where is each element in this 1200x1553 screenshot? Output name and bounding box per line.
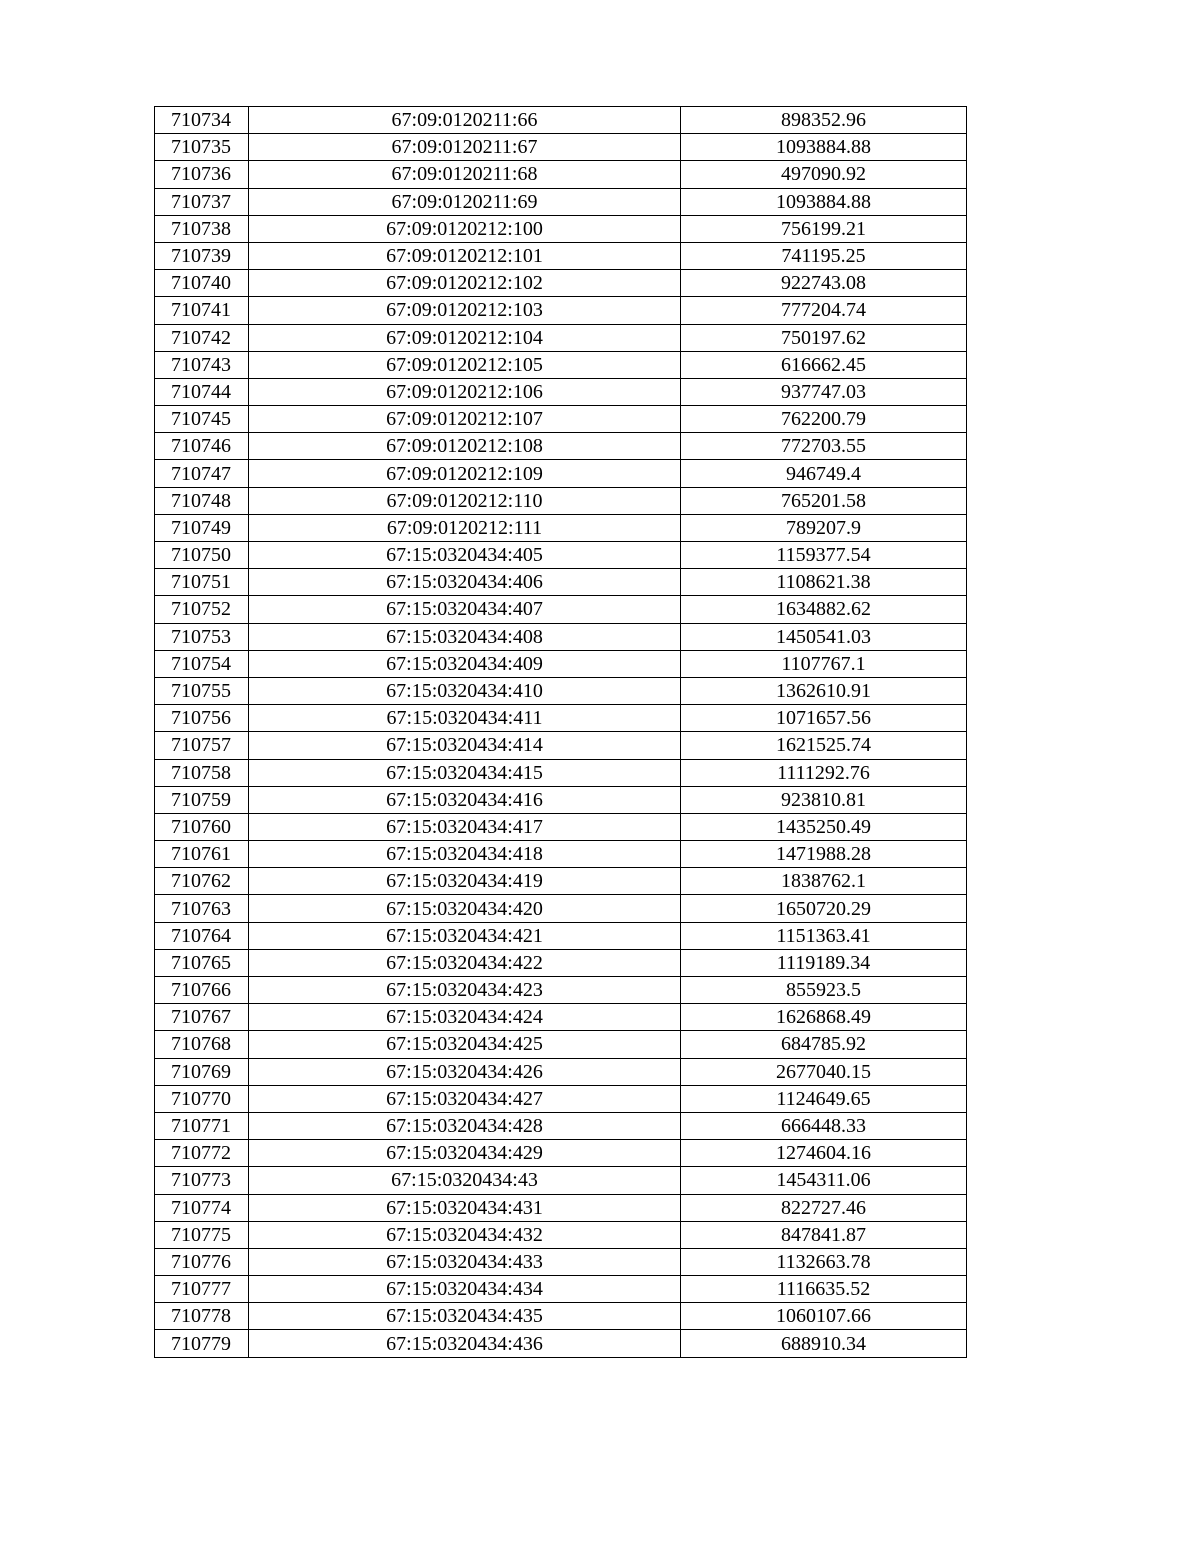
cadastral-value-cell: 822727.46 [681,1194,967,1221]
cadastral-value-cell: 688910.34 [681,1330,967,1357]
cadastral-number-cell: 67:15:0320434:405 [249,542,681,569]
cadastral-value-cell: 1471988.28 [681,841,967,868]
cadastral-number-cell: 67:15:0320434:435 [249,1303,681,1330]
cadastral-number-cell: 67:15:0320434:433 [249,1248,681,1275]
table-row [155,623,967,650]
row-id-cell: 710743 [155,351,249,378]
table-row [155,1221,967,1248]
cadastral-number-cell: 67:15:0320434:417 [249,813,681,840]
table-row [155,1167,967,1194]
cadastral-value-cell: 1093884.88 [681,188,967,215]
row-id-cell: 710763 [155,895,249,922]
cadastral-number-cell: 67:15:0320434:423 [249,977,681,1004]
cadastral-number-cell: 67:15:0320434:415 [249,759,681,786]
row-id-cell: 710769 [155,1058,249,1085]
cadastral-value-cell: 777204.74 [681,297,967,324]
table-row [155,1194,967,1221]
cadastral-value-cell: 847841.87 [681,1221,967,1248]
table-row [155,433,967,460]
table-row [155,813,967,840]
table-row [155,134,967,161]
table-row [155,1330,967,1357]
cadastral-number-cell: 67:09:0120212:110 [249,487,681,514]
row-id-cell: 710758 [155,759,249,786]
cadastral-value-cell: 2677040.15 [681,1058,967,1085]
table-row [155,841,967,868]
cadastral-value-cell: 1650720.29 [681,895,967,922]
table-row [155,324,967,351]
table-body [155,107,967,1358]
table-row [155,949,967,976]
cadastral-number-cell: 67:09:0120211:69 [249,188,681,215]
row-id-cell: 710762 [155,868,249,895]
table-row [155,1303,967,1330]
cadastral-number-cell: 67:09:0120212:104 [249,324,681,351]
cadastral-value-cell: 684785.92 [681,1031,967,1058]
cadastral-value-cell: 666448.33 [681,1112,967,1139]
row-id-cell: 710764 [155,922,249,949]
table-row [155,1004,967,1031]
cadastral-number-cell: 67:15:0320434:418 [249,841,681,868]
row-id-cell: 710746 [155,433,249,460]
cadastral-number-cell: 67:15:0320434:424 [249,1004,681,1031]
cadastral-value-cell: 923810.81 [681,786,967,813]
row-id-cell: 710778 [155,1303,249,1330]
cadastral-value-cell: 1060107.66 [681,1303,967,1330]
table-row [155,650,967,677]
row-id-cell: 710736 [155,161,249,188]
row-id-cell: 710766 [155,977,249,1004]
cadastral-value-cell: 1362610.91 [681,677,967,704]
cadastral-value-cell: 1132663.78 [681,1248,967,1275]
cadastral-value-cell: 1626868.49 [681,1004,967,1031]
cadastral-value-cell: 922743.08 [681,270,967,297]
row-id-cell: 710771 [155,1112,249,1139]
cadastral-value-cell: 1274604.16 [681,1140,967,1167]
cadastral-number-cell: 67:15:0320434:408 [249,623,681,650]
table-row [155,297,967,324]
cadastral-value-cell: 1450541.03 [681,623,967,650]
cadastral-number-cell: 67:15:0320434:427 [249,1085,681,1112]
cadastral-value-cell: 1435250.49 [681,813,967,840]
cadastral-number-cell: 67:15:0320434:406 [249,569,681,596]
row-id-cell: 710765 [155,949,249,976]
row-id-cell: 710737 [155,188,249,215]
cadastral-value-cell: 1093884.88 [681,134,967,161]
table-row [155,188,967,215]
table-row [155,1248,967,1275]
table-row [155,922,967,949]
cadastral-number-cell: 67:09:0120212:106 [249,378,681,405]
row-id-cell: 710760 [155,813,249,840]
row-id-cell: 710750 [155,542,249,569]
row-id-cell: 710773 [155,1167,249,1194]
cadastral-value-cell: 497090.92 [681,161,967,188]
cadastral-value-cell: 750197.62 [681,324,967,351]
cadastral-value-cell: 1107767.1 [681,650,967,677]
table-row [155,868,967,895]
cadastral-value-cell: 1838762.1 [681,868,967,895]
cadastral-number-cell: 67:15:0320434:43 [249,1167,681,1194]
cadastral-value-cell: 1116635.52 [681,1276,967,1303]
row-id-cell: 710742 [155,324,249,351]
row-id-cell: 710744 [155,378,249,405]
row-id-cell: 710753 [155,623,249,650]
row-id-cell: 710748 [155,487,249,514]
table-row [155,460,967,487]
cadastral-value-cell: 789207.9 [681,514,967,541]
row-id-cell: 710754 [155,650,249,677]
cadastral-number-cell: 67:15:0320434:421 [249,922,681,949]
cadastral-number-cell: 67:15:0320434:419 [249,868,681,895]
table-row [155,1085,967,1112]
cadastral-number-cell: 67:15:0320434:410 [249,677,681,704]
table-row [155,1140,967,1167]
row-id-cell: 710779 [155,1330,249,1357]
cadastral-value-cell: 762200.79 [681,406,967,433]
cadastral-number-cell: 67:15:0320434:436 [249,1330,681,1357]
table-row [155,732,967,759]
table-row [155,242,967,269]
cadastral-value-cell: 1108621.38 [681,569,967,596]
table-row [155,107,967,134]
table-row [155,1058,967,1085]
cadastral-number-cell: 67:15:0320434:416 [249,786,681,813]
cadastral-number-cell: 67:15:0320434:409 [249,650,681,677]
row-id-cell: 710770 [155,1085,249,1112]
row-id-cell: 710740 [155,270,249,297]
cadastral-value-cell: 1111292.76 [681,759,967,786]
cadastral-number-cell: 67:09:0120212:109 [249,460,681,487]
cadastral-number-cell: 67:15:0320434:411 [249,705,681,732]
cadastral-number-cell: 67:15:0320434:407 [249,596,681,623]
row-id-cell: 710759 [155,786,249,813]
row-id-cell: 710747 [155,460,249,487]
row-id-cell: 710777 [155,1276,249,1303]
table-row [155,1031,967,1058]
table-row [155,487,967,514]
table-row [155,161,967,188]
row-id-cell: 710751 [155,569,249,596]
row-id-cell: 710739 [155,242,249,269]
cadastral-number-cell: 67:15:0320434:414 [249,732,681,759]
cadastral-value-cell: 772703.55 [681,433,967,460]
cadastral-value-cell: 765201.58 [681,487,967,514]
cadastral-value-cell: 1151363.41 [681,922,967,949]
cadastral-number-cell: 67:15:0320434:422 [249,949,681,976]
cadastral-value-cell: 1634882.62 [681,596,967,623]
cadastral-value-table [154,106,967,1358]
cadastral-value-cell: 1071657.56 [681,705,967,732]
table-row [155,677,967,704]
cadastral-number-cell: 67:09:0120212:100 [249,215,681,242]
cadastral-number-cell: 67:15:0320434:420 [249,895,681,922]
row-id-cell: 710756 [155,705,249,732]
cadastral-value-cell: 855923.5 [681,977,967,1004]
cadastral-value-cell: 937747.03 [681,378,967,405]
table-row [155,1112,967,1139]
row-id-cell: 710741 [155,297,249,324]
cadastral-number-cell: 67:09:0120212:107 [249,406,681,433]
cadastral-value-cell: 756199.21 [681,215,967,242]
row-id-cell: 710755 [155,677,249,704]
cadastral-number-cell: 67:09:0120212:111 [249,514,681,541]
row-id-cell: 710734 [155,107,249,134]
row-id-cell: 710749 [155,514,249,541]
table-row [155,786,967,813]
cadastral-number-cell: 67:15:0320434:425 [249,1031,681,1058]
cadastral-value-cell: 1621525.74 [681,732,967,759]
cadastral-number-cell: 67:09:0120211:67 [249,134,681,161]
row-id-cell: 710735 [155,134,249,161]
table-row [155,378,967,405]
cadastral-number-cell: 67:09:0120211:66 [249,107,681,134]
row-id-cell: 710757 [155,732,249,759]
cadastral-number-cell: 67:15:0320434:428 [249,1112,681,1139]
cadastral-number-cell: 67:09:0120212:102 [249,270,681,297]
cadastral-value-cell: 741195.25 [681,242,967,269]
table-row [155,895,967,922]
cadastral-number-cell: 67:15:0320434:426 [249,1058,681,1085]
row-id-cell: 710772 [155,1140,249,1167]
table-row [155,569,967,596]
table-row [155,270,967,297]
cadastral-number-cell: 67:09:0120212:105 [249,351,681,378]
cadastral-number-cell: 67:09:0120212:108 [249,433,681,460]
cadastral-number-cell: 67:09:0120212:103 [249,297,681,324]
table-row [155,215,967,242]
table-row [155,351,967,378]
cadastral-number-cell: 67:15:0320434:431 [249,1194,681,1221]
table-row [155,542,967,569]
row-id-cell: 710745 [155,406,249,433]
cadastral-value-cell: 1159377.54 [681,542,967,569]
table-row [155,596,967,623]
cadastral-value-cell: 1119189.34 [681,949,967,976]
cadastral-value-cell: 898352.96 [681,107,967,134]
cadastral-number-cell: 67:15:0320434:432 [249,1221,681,1248]
row-id-cell: 710761 [155,841,249,868]
cadastral-value-cell: 946749.4 [681,460,967,487]
cadastral-value-cell: 616662.45 [681,351,967,378]
row-id-cell: 710767 [155,1004,249,1031]
table-row [155,1276,967,1303]
cadastral-number-cell: 67:09:0120212:101 [249,242,681,269]
table-row [155,977,967,1004]
table-row [155,406,967,433]
table-row [155,759,967,786]
cadastral-value-cell: 1124649.65 [681,1085,967,1112]
table-row [155,705,967,732]
row-id-cell: 710738 [155,215,249,242]
row-id-cell: 710752 [155,596,249,623]
cadastral-number-cell: 67:15:0320434:434 [249,1276,681,1303]
cadastral-value-cell: 1454311.06 [681,1167,967,1194]
cadastral-number-cell: 67:15:0320434:429 [249,1140,681,1167]
row-id-cell: 710776 [155,1248,249,1275]
row-id-cell: 710774 [155,1194,249,1221]
row-id-cell: 710775 [155,1221,249,1248]
cadastral-number-cell: 67:09:0120211:68 [249,161,681,188]
row-id-cell: 710768 [155,1031,249,1058]
table-row [155,514,967,541]
